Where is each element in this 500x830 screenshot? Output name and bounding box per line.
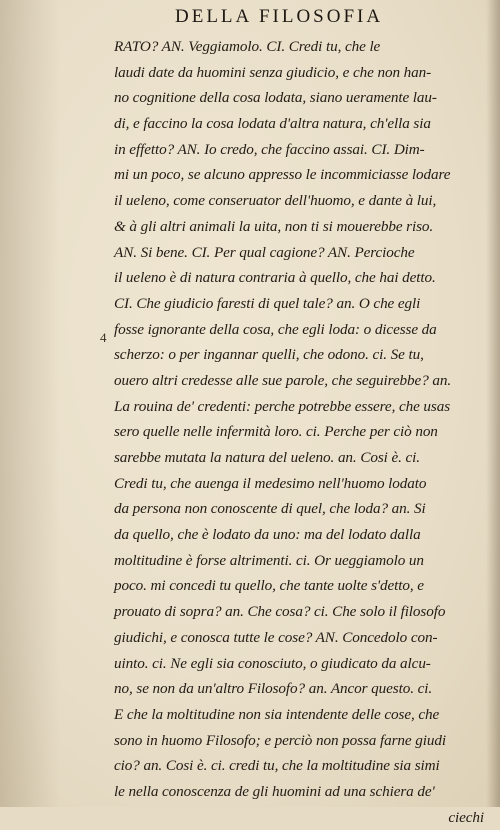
text-line: prouato di sopra? an. Che cosa? ci. Che solo il filosofo [114,603,446,621]
text-line: RATO? AN. Veggiamolo. CI. Credi tu, che le [114,38,381,55]
text-line: uinto. ci. Ne egli sia conosciuto, o giudicato da alcu- [114,654,431,672]
text-line: no cognitione della cosa lodata, siano ueramente lau- [114,89,437,107]
text-line: Credi tu, che auenga il medesimo nell'huomo lodato [114,474,427,492]
text-line: E che la moltitudine non sia intendente delle cose, che [114,705,440,723]
text-line: in effetto? AN. Io credo, che faccino assai. CI. Dim- [114,140,425,158]
running-head: DELLA FILOSOFIA [175,6,384,27]
text-line: mi un poco, se alcuno appresso le incommiciasse lodare [114,166,451,184]
text-line: le nella conoscenza de gli huomini ad una schiera de' [114,782,435,800]
text-line: sero quelle nelle infermità loro. ci. Perche per ciò non [114,423,438,441]
page-edge-shadow [486,0,500,807]
text-line: no, se non da un'altro Filosofo? an. Ancor questo. ci. [114,680,433,698]
text-line: scherzo: o per ingannar quelli, che odono. ci. Se tu, [114,346,424,364]
text-line: cio? an. Cosi è. ci. credi tu, che la moltitudine sia simi [114,757,440,775]
gutter-shadow [0,0,60,807]
text-line: da persona non conoscente di quel, che loda? an. Si [114,500,426,518]
body-text [114,34,484,830]
text-line: AN. Si bene. CI. Per qual cagione? AN. Percioche [114,243,415,261]
text-line: & à gli altri animali la uita, non ti si mouerebbe riso. [114,217,434,235]
catchword: ciechi [448,808,484,826]
text-line: ouero altri credesse alle sue parole, che seguirebbe? an. [114,371,452,389]
text-line: il ueleno, come conseruator dell'huomo, e dante à lui, [114,192,437,210]
text-line: da quello, che è lodato da uno: ma del lodato dalla [114,526,421,544]
text-line: il ueleno è di natura contraria à quello, che hai detto. [114,269,436,287]
text-line: La rouina de' credenti: perche potrebbe essere, che usas [114,397,451,415]
text-line: moltitudine è forse altrimenti. ci. Or ueggiamolo un [114,551,424,569]
text-line: sarebbe mutata la natura del ueleno. an. Cosi è. ci. [114,449,420,466]
text-line: giudichi, e conosca tutte le cose? AN. Concedolo con- [114,628,438,646]
text-line: CI. Che giudicio faresti di quel tale? an. O che egli [114,294,421,312]
text-line: poco. mi concedi tu quello, che tante uolte s'detto, e [114,577,424,595]
margin-mark: 4 [100,330,107,345]
text-line: fosse ignorante della cosa, che egli loda: o dicesse da [114,320,437,338]
text-line: laudi date da huomini senza giudicio, e che non han- [114,63,432,81]
text-line: di, e faccino la cosa lodata d'altra natura, ch'ella sia [114,115,431,133]
text-line: sono in huomo Filosofo; e perciò non possa farne giudi [114,731,446,749]
